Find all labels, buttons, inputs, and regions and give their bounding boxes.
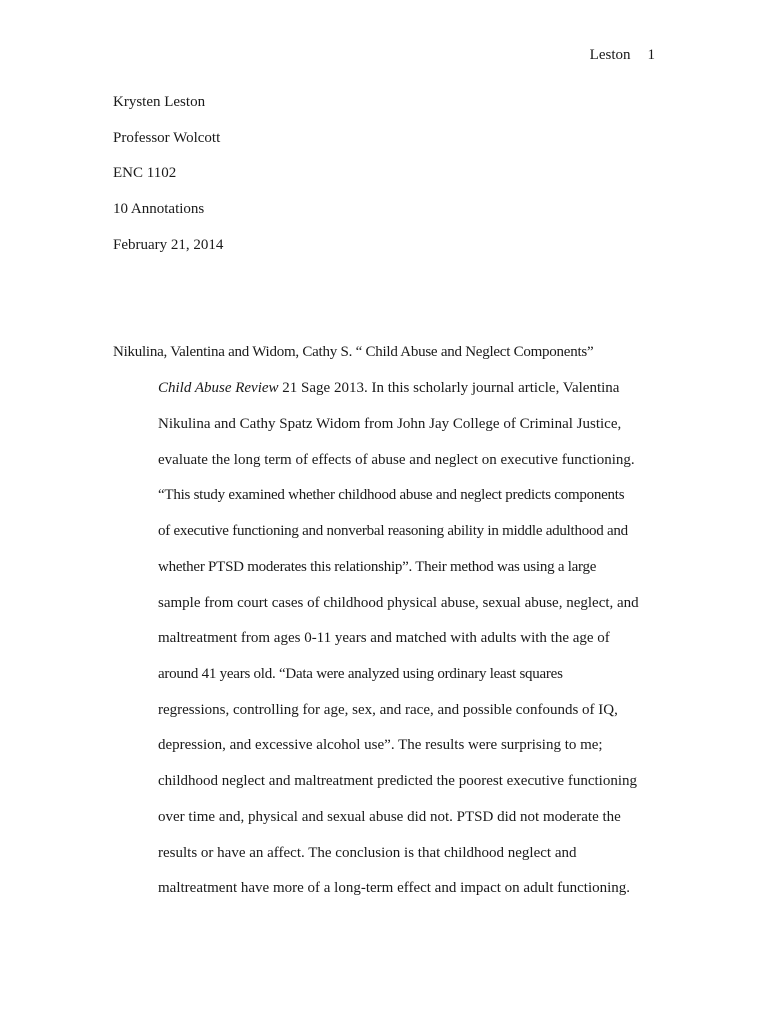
annotation-line: whether PTSD moderates this relationship”. Their method was using a large bbox=[158, 559, 597, 575]
assignment-title: 10 Annotations bbox=[113, 201, 205, 217]
annotation-line: “This study examined whether childhood abuse and neglect predicts components bbox=[158, 487, 625, 503]
annotation-line: Nikulina and Cathy Spatz Widom from John Jay College of Criminal Justice, bbox=[158, 416, 622, 432]
annotation-line: evaluate the long term of effects of abuse and neglect on executive functioning. bbox=[158, 452, 635, 468]
annotation-line: over time and, physical and sexual abuse did not. PTSD did not moderate the bbox=[158, 809, 621, 825]
page-number: 1 bbox=[647, 47, 655, 63]
running-header bbox=[590, 47, 655, 64]
annotation-line: maltreatment have more of a long-term effect and impact on adult functioning. bbox=[158, 880, 631, 896]
professor-name: Professor Wolcott bbox=[113, 130, 221, 146]
journal-title: Child Abuse Review bbox=[158, 380, 279, 396]
annotation-line: maltreatment from ages 0-11 years and matched with adults with the age of bbox=[158, 630, 610, 646]
annotation-line: sample from court cases of childhood physical abuse, sexual abuse, neglect, and bbox=[158, 595, 639, 611]
annotation-line-text: 21 Sage 2013. In this scholarly journal article, Valentina bbox=[278, 380, 620, 396]
header-surname: Leston bbox=[589, 47, 631, 63]
citation-line: Nikulina, Valentina and Widom, Cathy S. “ Child Abuse and Neglect Components” bbox=[113, 344, 594, 360]
annotation-line: regressions, controlling for age, sex, and race, and possible confounds of IQ, bbox=[158, 702, 618, 718]
annotation-line bbox=[158, 379, 619, 397]
annotation-line: childhood neglect and maltreatment predicted the poorest executive functioning bbox=[158, 773, 637, 789]
student-name: Krysten Leston bbox=[113, 94, 206, 110]
course-code: ENC 1102 bbox=[113, 165, 177, 181]
annotation-line: around 41 years old. “Data were analyzed using ordinary least squares bbox=[158, 666, 563, 682]
annotation-line: of executive functioning and nonverbal reasoning ability in middle adulthood and bbox=[158, 523, 628, 539]
date-line: February 21, 2014 bbox=[113, 237, 224, 253]
annotation-line: depression, and excessive alcohol use”. The results were surprising to me; bbox=[158, 737, 603, 753]
annotation-line: results or have an affect. The conclusion is that childhood neglect and bbox=[158, 845, 577, 861]
